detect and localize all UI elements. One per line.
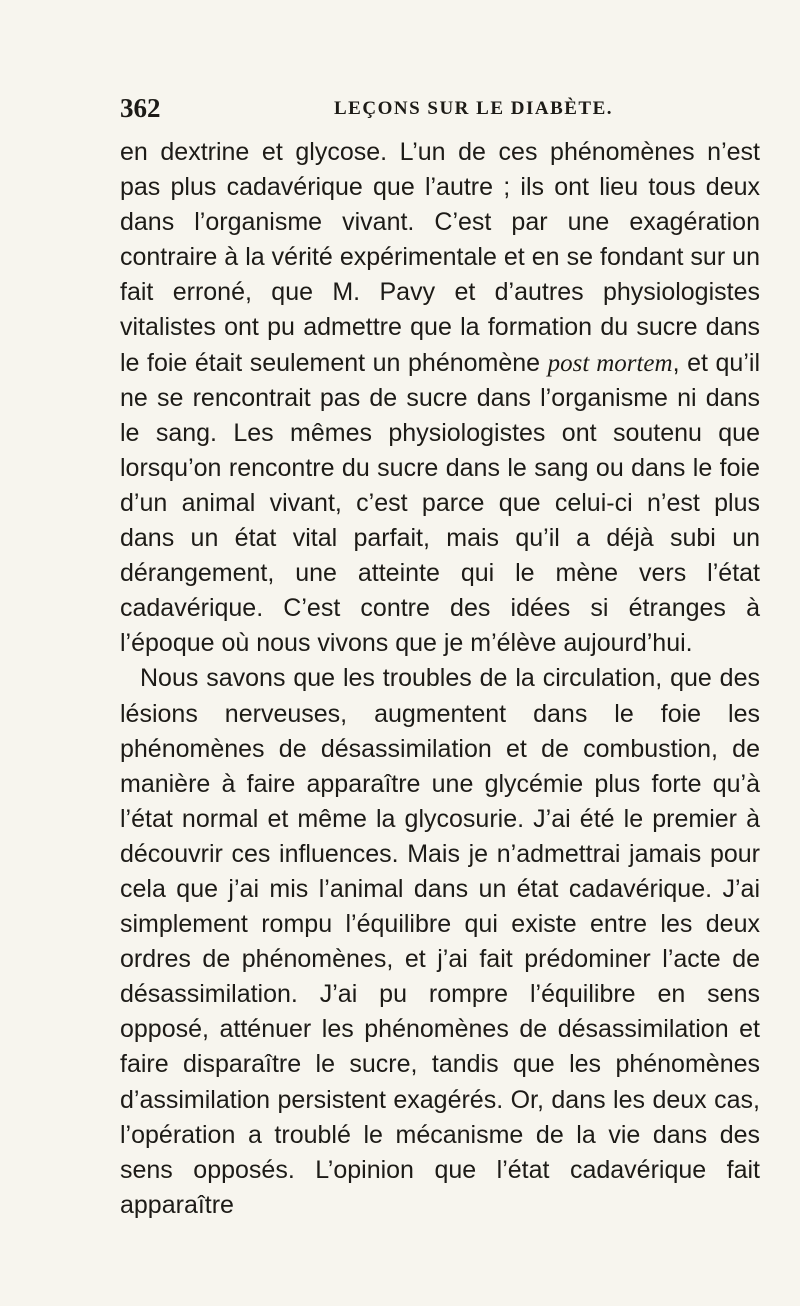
running-title: LEÇONS SUR LE DIABÈTE. [334, 98, 614, 119]
paragraph-1-after: , et qu’il ne se rencontrait pas de sucre dans l’organisme ni dans le sang. Les mêmes physiologistes ont soutenu que lorsqu’on rencontre du sucre dans le sang ou dans le foie d’un animal vivant, c’est parce que celui-ci n’est plus dans un état vital parfait, mais qu’il a déjà subi un dérangement, une atteinte qui le mène vers l’état cadavérique. C’est contre des idées si étranges à l’époque où nous vivons que je m’élève aujourd’hui. [120, 348, 760, 658]
running-head [120, 93, 760, 123]
italic-term: post mortem [547, 349, 673, 377]
body-text [120, 135, 760, 1223]
paragraph-1 [120, 135, 760, 661]
paragraph-1-before: en dextrine et glycose. L’un de ces phénomènes n’est pas plus cadavérique que l’autre ; ils ont lieu tous deux dans l’organisme vivant. C’est par une exagération contraire à la vérité expérimentale et en se fondant sur un fait erroné, que M. Pavy et d’autres physiologistes vitalistes ont pu admettre que la formation du sucre dans le foie était seulement un phénomène [120, 138, 760, 377]
paragraph-2: Nous savons que les troubles de la circulation, que des lésions nerveuses, augmentent dans le foie les phénomènes de désassimilation et de combustion, de manière à faire apparaître une glycémie plus forte qu’à l’état normal et même la glycosurie. J’ai été le premier à découvrir ces influences. Mais je n’admettrai jamais pour cela que j’ai mis l’animal dans un état cadavérique. J’ai simplement rompu l’équilibre qui existe entre les deux ordres de phénomènes, et j’ai fait prédominer l’acte de désassimilation. J’ai pu rompre l’équilibre en sens opposé, atténuer les phénomènes de désassimilation et faire disparaître le sucre, tandis que les phénomènes d’assimilation persistent exagérés. Or, dans les deux cas, l’opération a troublé le mécanisme de la vie dans des sens opposés. L’opinion que l’état cadavérique fait apparaître [120, 664, 760, 1219]
page-number: 362 [120, 93, 161, 123]
